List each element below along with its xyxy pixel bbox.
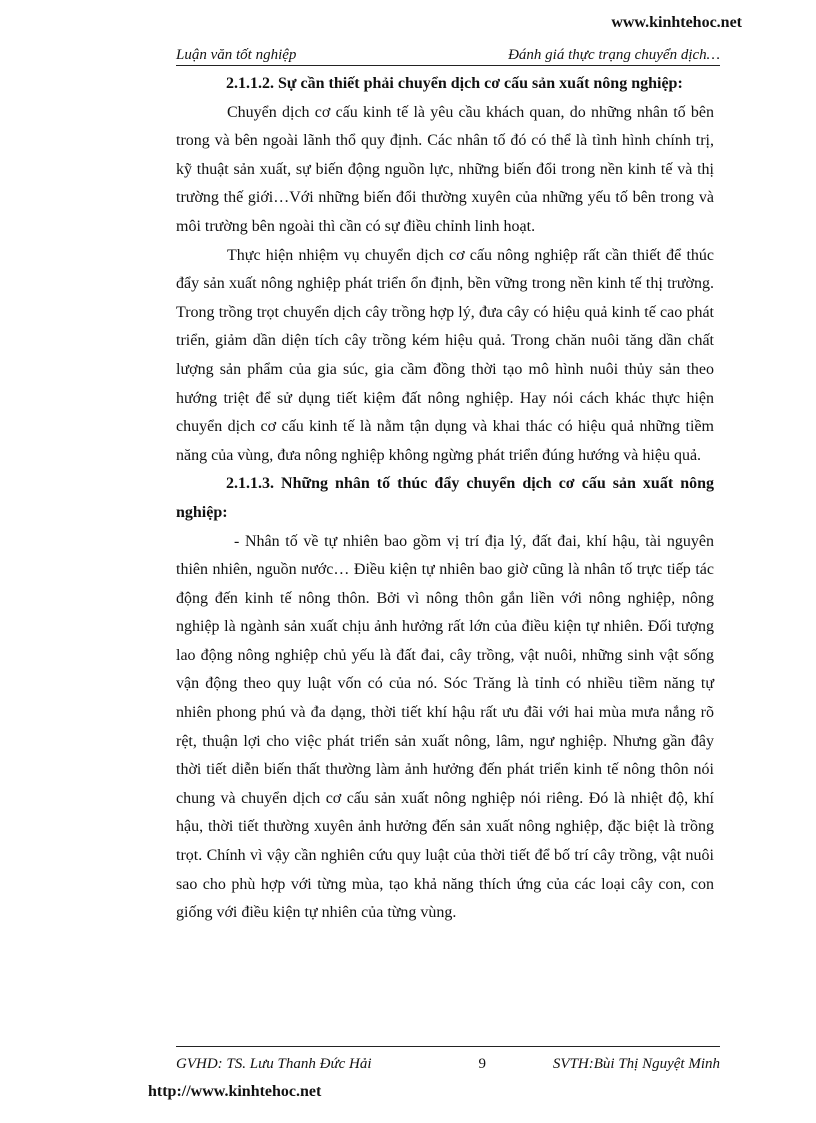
site-url-bottom[interactable]: http://www.kinhtehoc.net <box>148 1083 322 1100</box>
paragraph: Chuyển dịch cơ cấu kinh tế là yêu cầu khách quan, do những nhân tố bên trong và bên ngoài lãnh thổ quy định. Các nhân tố đó có thể là tình hình chính trị, kỹ thuật sản xuất, sự biến động nguồn lực, những biến đổi trong nền kinh tế và thị trường thế giới…Với những biến đổi thường xuyên của những yếu tố bên trong và môi trường bên ngoài thì cần có sự điều chỉnh linh hoạt. <box>176 103 714 235</box>
site-url-top[interactable]: www.kinhtehoc.net <box>611 14 742 31</box>
section-heading: 2.1.1.3. Những nhân tố thúc đẩy chuyển dịch cơ cấu sản xuất nông nghiệp: <box>176 475 714 521</box>
paragraph: - Nhân tố về tự nhiên bao gồm vị trí địa lý, đất đai, khí hậu, tài nguyên thiên nhiên, nguồn nước… Điều kiện tự nhiên bao giờ cũng là nhân tố trực tiếp tác động đến kinh tế nông thôn. Bởi vì nông thôn gắn liền với nông nghiệp, nông nghiệp là ngành sản xuất chịu ảnh hưởng rất lớn của điều kiện tự nhiên. Đối tượng lao động nông nghiệp chủ yếu là đất đai, cây trồng, vật nuôi, những sinh vật sống vận động theo quy luật vốn có của nó. Sóc Trăng là tỉnh có nhiều tiềm năng tự nhiên phong phú và đa dạng, thời tiết khí hậu rất ưu đãi với hai mùa mưa nắng rõ rệt, thuận lợi cho việc phát triển sản xuất nông, lâm, ngư nghiệp. Nhưng gần đây thời tiết diễn biến thất thường làm ảnh hưởng đến phát triển kinh tế nông thôn nói chung và chuyển dịch cơ cấu sản xuất nông nghiệp nói riêng. Đó là nhiệt độ, khí hậu, thời tiết thường xuyên ảnh hưởng đến sản xuất nông nghiệp, đặc biệt là trồng trọt. Chính vì vậy cần nghiên cứu quy luật của thời tiết để bố trí cây trồng, vật nuôi sao cho phù hợp với từng mùa, tạo khả năng thích ứng của các loại cây con, con giống với điều kiện tự nhiên của từng vùng. <box>176 532 714 922</box>
running-header-right: Đánh giá thực trạng chuyển dịch… <box>508 47 720 63</box>
page-number: 9 <box>478 1056 486 1072</box>
page-body <box>176 70 714 928</box>
footer-advisor: GVHD: TS. Lưu Thanh Đức Hải <box>176 1056 372 1072</box>
running-header-left: Luận văn tốt nghiệp <box>176 47 297 63</box>
paragraph: Thực hiện nhiệm vụ chuyển dịch cơ cấu nông nghiệp rất cần thiết để thúc đẩy sản xuất nông nghiệp phát triển ổn định, bền vững trong nền kinh tế thị trường. Trong trồng trọt chuyển dịch cây trồng hợp lý, đưa cây có hiệu quả kinh tế cao phát triển, giảm dần diện tích cây trồng kém hiệu quả. Trong chăn nuôi tăng dần chất lượng sản phẩm của gia súc, gia cầm đồng thời tạo mô hình nuôi thủy sản theo hướng triệt để sử dụng tiết kiệm đất nông nghiệp. Hay nói cách khác thực hiện chuyển dịch cơ cấu kinh tế là nằm tận dụng và khai thác có hiệu quả những tiềm năng của vùng, đưa nông nghiệp không ngừng phát triển đúng hướng và hiệu quả. <box>176 246 714 464</box>
running-footer <box>176 1046 720 1073</box>
section-heading: 2.1.1.2. Sự cần thiết phải chuyển dịch cơ cấu sản xuất nông nghiệp: <box>226 75 683 92</box>
footer-student: SVTH:Bùi Thị Nguyệt Minh <box>552 1056 720 1072</box>
running-header <box>176 46 720 66</box>
